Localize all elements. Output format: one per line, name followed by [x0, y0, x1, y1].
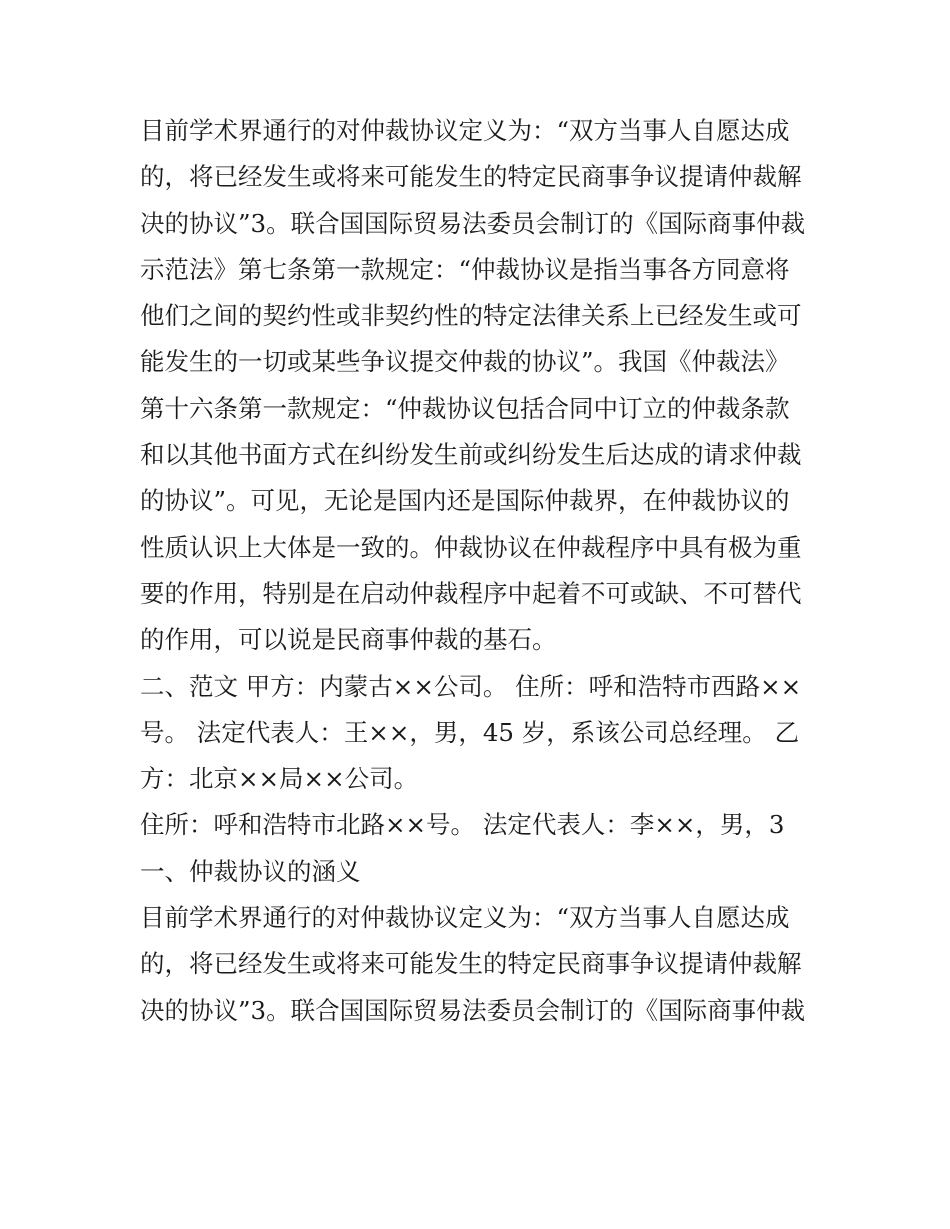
section-heading-definition: 一、仲裁协议的涵义 [140, 856, 361, 886]
text-line: 第十六条第一款规定：“仲裁协议包括合同中订立的仲裁条款 [140, 393, 790, 423]
text-line: 的作用，可以说是民商事仲裁的基石。 [140, 625, 557, 655]
text-line: 和以其他书面方式在纠纷发生前或纠纷发生后达成的请求仲裁 [140, 440, 802, 470]
text-line: 性质认识上大体是一致的。仲裁协议在仲裁程序中具有极为重 [140, 532, 802, 562]
text-line: 的，将已经发生或将来可能发生的特定民商事争议提请仲裁解 [140, 949, 802, 979]
text-line: 要的作用，特别是在启动仲裁程序中起着不可或缺、不可替代 [140, 578, 802, 608]
text-line: 目前学术界通行的对仲裁协议定义为：“双方当事人自愿达成 [140, 116, 790, 145]
text-line: 的协议”。可见，无论是国内还是国际仲裁界，在仲裁协议的 [140, 486, 790, 516]
text-line: 的，将已经发生或将来可能发生的特定民商事争议提请仲裁解 [140, 162, 802, 192]
text-line: 号。 法定代表人：王××，男，45 岁，系该公司总经理。 乙 [140, 717, 800, 747]
text-line: 方：北京××局××公司。 [140, 764, 419, 794]
text-line: 能发生的一切或某些争议提交仲裁的协议”。我国《仲裁法》 [140, 347, 790, 377]
text-line: 决的协议”3。联合国国际贸易法委员会制订的《国际商事仲裁 [140, 208, 806, 238]
text-line: 他们之间的契约性或非契约性的特定法律关系上已经发生或可 [140, 301, 802, 331]
section-heading-sample: 二、范文 甲方：内蒙古××公司。 住所：呼和浩特市西路×× [140, 671, 802, 701]
text-line: 决的协议”3。联合国国际贸易法委员会制订的《国际商事仲裁 [140, 995, 806, 1025]
text-line: 住所：呼和浩特市北路××号。 法定代表人：李××，男，3 [140, 810, 785, 840]
text-line: 示范法》第七条第一款规定：“仲裁协议是指当事各方同意将 [140, 254, 790, 284]
text-line: 目前学术界通行的对仲裁协议定义为：“双方当事人自愿达成 [140, 903, 790, 933]
body-text [140, 108, 830, 1034]
